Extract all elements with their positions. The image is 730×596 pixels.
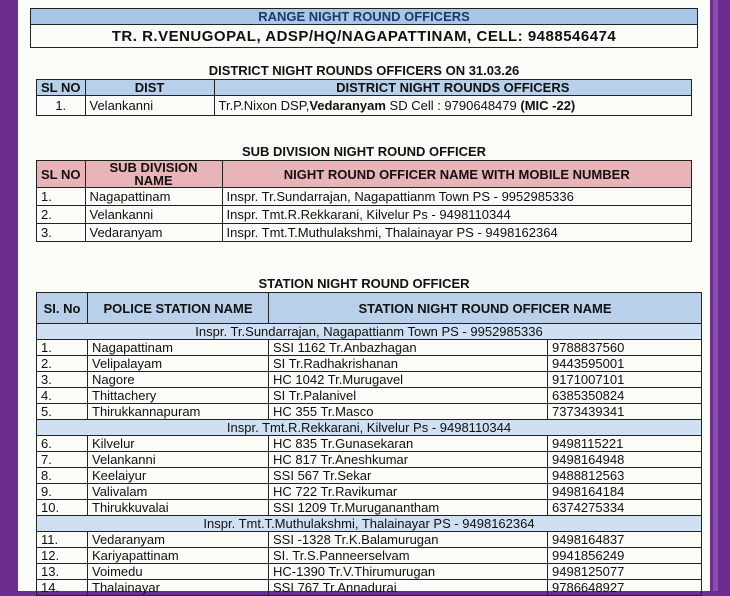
table-row bbox=[37, 404, 702, 420]
table-row bbox=[37, 548, 702, 564]
range-officer: TR. R.VENUGOPAL, ADSP/HQ/NAGAPATTINAM, CELL: 9488546474 bbox=[31, 25, 698, 48]
table-row bbox=[37, 436, 702, 452]
subdivision-sl: 1. bbox=[37, 188, 86, 206]
station-header-officer: STATION NIGHT ROUND OFFICER NAME bbox=[269, 293, 702, 324]
station-phone: 9498125077 bbox=[548, 564, 702, 580]
district-header-dist: DIST bbox=[85, 80, 214, 96]
station-sl: 10. bbox=[37, 500, 88, 516]
station-phone: 9498164948 bbox=[548, 452, 702, 468]
district-table bbox=[36, 79, 692, 116]
subdivision-sl: 2. bbox=[37, 206, 86, 224]
station-phone: 9786648927 bbox=[548, 580, 702, 596]
station-name: Thalainayar bbox=[88, 580, 269, 596]
subdivision-officer: Inspr. Tmt.R.Rekkarani, Kilvelur Ps - 9498110344 bbox=[222, 206, 692, 224]
station-officer: SSI 1162 Tr.Anbazhagan bbox=[269, 340, 548, 356]
table-row bbox=[37, 580, 702, 596]
station-officer: HC-1390 Tr.V.Thirumurugan bbox=[269, 564, 548, 580]
station-sl: 14. bbox=[37, 580, 88, 596]
station-header-name: POLICE STATION NAME bbox=[88, 293, 269, 324]
station-name: Valivalam bbox=[88, 484, 269, 500]
station-officer: HC 817 Tr.Aneshkumar bbox=[269, 452, 548, 468]
station-name: Nagapattinam bbox=[88, 340, 269, 356]
station-sl: 2. bbox=[37, 356, 88, 372]
subdivision-header-sl: SL NO bbox=[37, 161, 86, 188]
station-officer: SSI -1328 Tr.K.Balamurugan bbox=[269, 532, 548, 548]
table-row bbox=[37, 500, 702, 516]
station-name: Velipalayam bbox=[88, 356, 269, 372]
subdivision-table bbox=[36, 160, 692, 242]
district-officer-mid: SD Cell : 9790648479 bbox=[385, 98, 521, 113]
table-row bbox=[37, 484, 702, 500]
station-name: Voimedu bbox=[88, 564, 269, 580]
station-phone: 9498164184 bbox=[548, 484, 702, 500]
district-officer bbox=[214, 96, 692, 116]
station-phone: 9498164837 bbox=[548, 532, 702, 548]
station-name: Keelaiyur bbox=[88, 468, 269, 484]
district-header-sl: SL NO bbox=[37, 80, 86, 96]
table-row bbox=[37, 452, 702, 468]
subdivision-name: Nagapattinam bbox=[85, 188, 222, 206]
station-officer: SSI 767 Tr.Annadurai bbox=[269, 580, 548, 596]
station-name: Thirukkuvalai bbox=[88, 500, 269, 516]
table-row bbox=[37, 372, 702, 388]
table-row bbox=[37, 96, 692, 116]
station-officer: SI. Tr.S.Panneerselvam bbox=[269, 548, 548, 564]
station-name: Velankanni bbox=[88, 452, 269, 468]
station-phone: 6385350824 bbox=[548, 388, 702, 404]
subdivision-officer: Inspr. Tmt.T.Muthulakshmi, Thalainayar PS - 9498162364 bbox=[222, 224, 692, 242]
station-name: Vedaranyam bbox=[88, 532, 269, 548]
station-sl: 7. bbox=[37, 452, 88, 468]
group-header: Inspr. Tmt.T.Muthulakshmi, Thalainayar PS - 9498162364 bbox=[37, 516, 702, 532]
table-row bbox=[37, 468, 702, 484]
station-sl: 9. bbox=[37, 484, 88, 500]
station-phone: 9498115221 bbox=[548, 436, 702, 452]
station-officer: HC 355 Tr.Masco bbox=[269, 404, 548, 420]
station-officer: SI Tr.Palanivel bbox=[269, 388, 548, 404]
table-row bbox=[37, 388, 702, 404]
station-sl: 4. bbox=[37, 388, 88, 404]
station-sl: 8. bbox=[37, 468, 88, 484]
table-row bbox=[37, 340, 702, 356]
table-row bbox=[37, 532, 702, 548]
subdivision-officer: Inspr. Tr.Sundarrajan, Nagapattianm Town PS - 9952985336 bbox=[222, 188, 692, 206]
table-row bbox=[37, 224, 692, 242]
document-sheet bbox=[18, 0, 710, 595]
station-sl: 5. bbox=[37, 404, 88, 420]
station-phone: 6374275334 bbox=[548, 500, 702, 516]
station-title: STATION NIGHT ROUND OFFICER bbox=[258, 276, 470, 291]
station-sl: 6. bbox=[37, 436, 88, 452]
group-header: Inspr. Tr.Sundarrajan, Nagapattianm Town PS - 9952985336 bbox=[37, 324, 702, 340]
group-header: Inspr. Tmt.R.Rekkarani, Kilvelur Ps - 9498110344 bbox=[37, 420, 702, 436]
station-name: Kilvelur bbox=[88, 436, 269, 452]
district-officer-pre: Tr.P.Nixon DSP, bbox=[218, 98, 310, 113]
station-phone: 9443595001 bbox=[548, 356, 702, 372]
station-officer: HC 835 Tr.Gunasekaran bbox=[269, 436, 548, 452]
station-phone: 9941856249 bbox=[548, 548, 702, 564]
district-title: DISTRICT NIGHT ROUNDS OFFICERS ON 31.03.26 bbox=[208, 63, 520, 78]
subdivision-name: Velankanni bbox=[85, 206, 222, 224]
range-header: RANGE NIGHT ROUND OFFICERS bbox=[31, 9, 698, 25]
station-sl: 11. bbox=[37, 532, 88, 548]
station-sl: 3. bbox=[37, 372, 88, 388]
subdivision-title: SUB DIVISION NIGHT ROUND OFFICER bbox=[241, 144, 487, 159]
station-officer: HC 1042 Tr.Murugavel bbox=[269, 372, 548, 388]
district-officer-mic: (MIC -22) bbox=[520, 98, 576, 113]
station-name: Nagore bbox=[88, 372, 269, 388]
station-sl: 12. bbox=[37, 548, 88, 564]
range-officer-table bbox=[30, 8, 698, 48]
table-row bbox=[37, 564, 702, 580]
station-name: Thirukkannapuram bbox=[88, 404, 269, 420]
subdivision-name: Vedaranyam bbox=[85, 224, 222, 242]
station-officer: SSI 567 Tr.Sekar bbox=[269, 468, 548, 484]
station-sl: 1. bbox=[37, 340, 88, 356]
station-name: Thittachery bbox=[88, 388, 269, 404]
table-row bbox=[37, 206, 692, 224]
station-phone: 9788837560 bbox=[548, 340, 702, 356]
station-table bbox=[36, 292, 702, 596]
station-header-sl: SI. No bbox=[37, 293, 88, 324]
district-dist: Velankanni bbox=[85, 96, 214, 116]
subdivision-header-officer: NIGHT ROUND OFFICER NAME WITH MOBILE NUMBER bbox=[222, 161, 692, 188]
station-officer: SI Tr.Radhakrishanan bbox=[269, 356, 548, 372]
station-officer: SSI 1209 Tr.Muruganantham bbox=[269, 500, 548, 516]
station-phone: 9488812563 bbox=[548, 468, 702, 484]
station-phone: 9171007101 bbox=[548, 372, 702, 388]
station-name: Kariyapattinam bbox=[88, 548, 269, 564]
subdivision-sl: 3. bbox=[37, 224, 86, 242]
station-sl: 13. bbox=[37, 564, 88, 580]
station-officer: HC 722 Tr.Ravikumar bbox=[269, 484, 548, 500]
district-sl: 1. bbox=[37, 96, 86, 116]
table-row bbox=[37, 188, 692, 206]
district-header-officers: DISTRICT NIGHT ROUNDS OFFICERS bbox=[214, 80, 692, 96]
table-row bbox=[37, 356, 702, 372]
subdivision-header-name: SUB DIVISION NAME bbox=[85, 161, 222, 188]
district-officer-bold: Vedaranyam bbox=[309, 98, 386, 113]
station-phone: 7373439341 bbox=[548, 404, 702, 420]
